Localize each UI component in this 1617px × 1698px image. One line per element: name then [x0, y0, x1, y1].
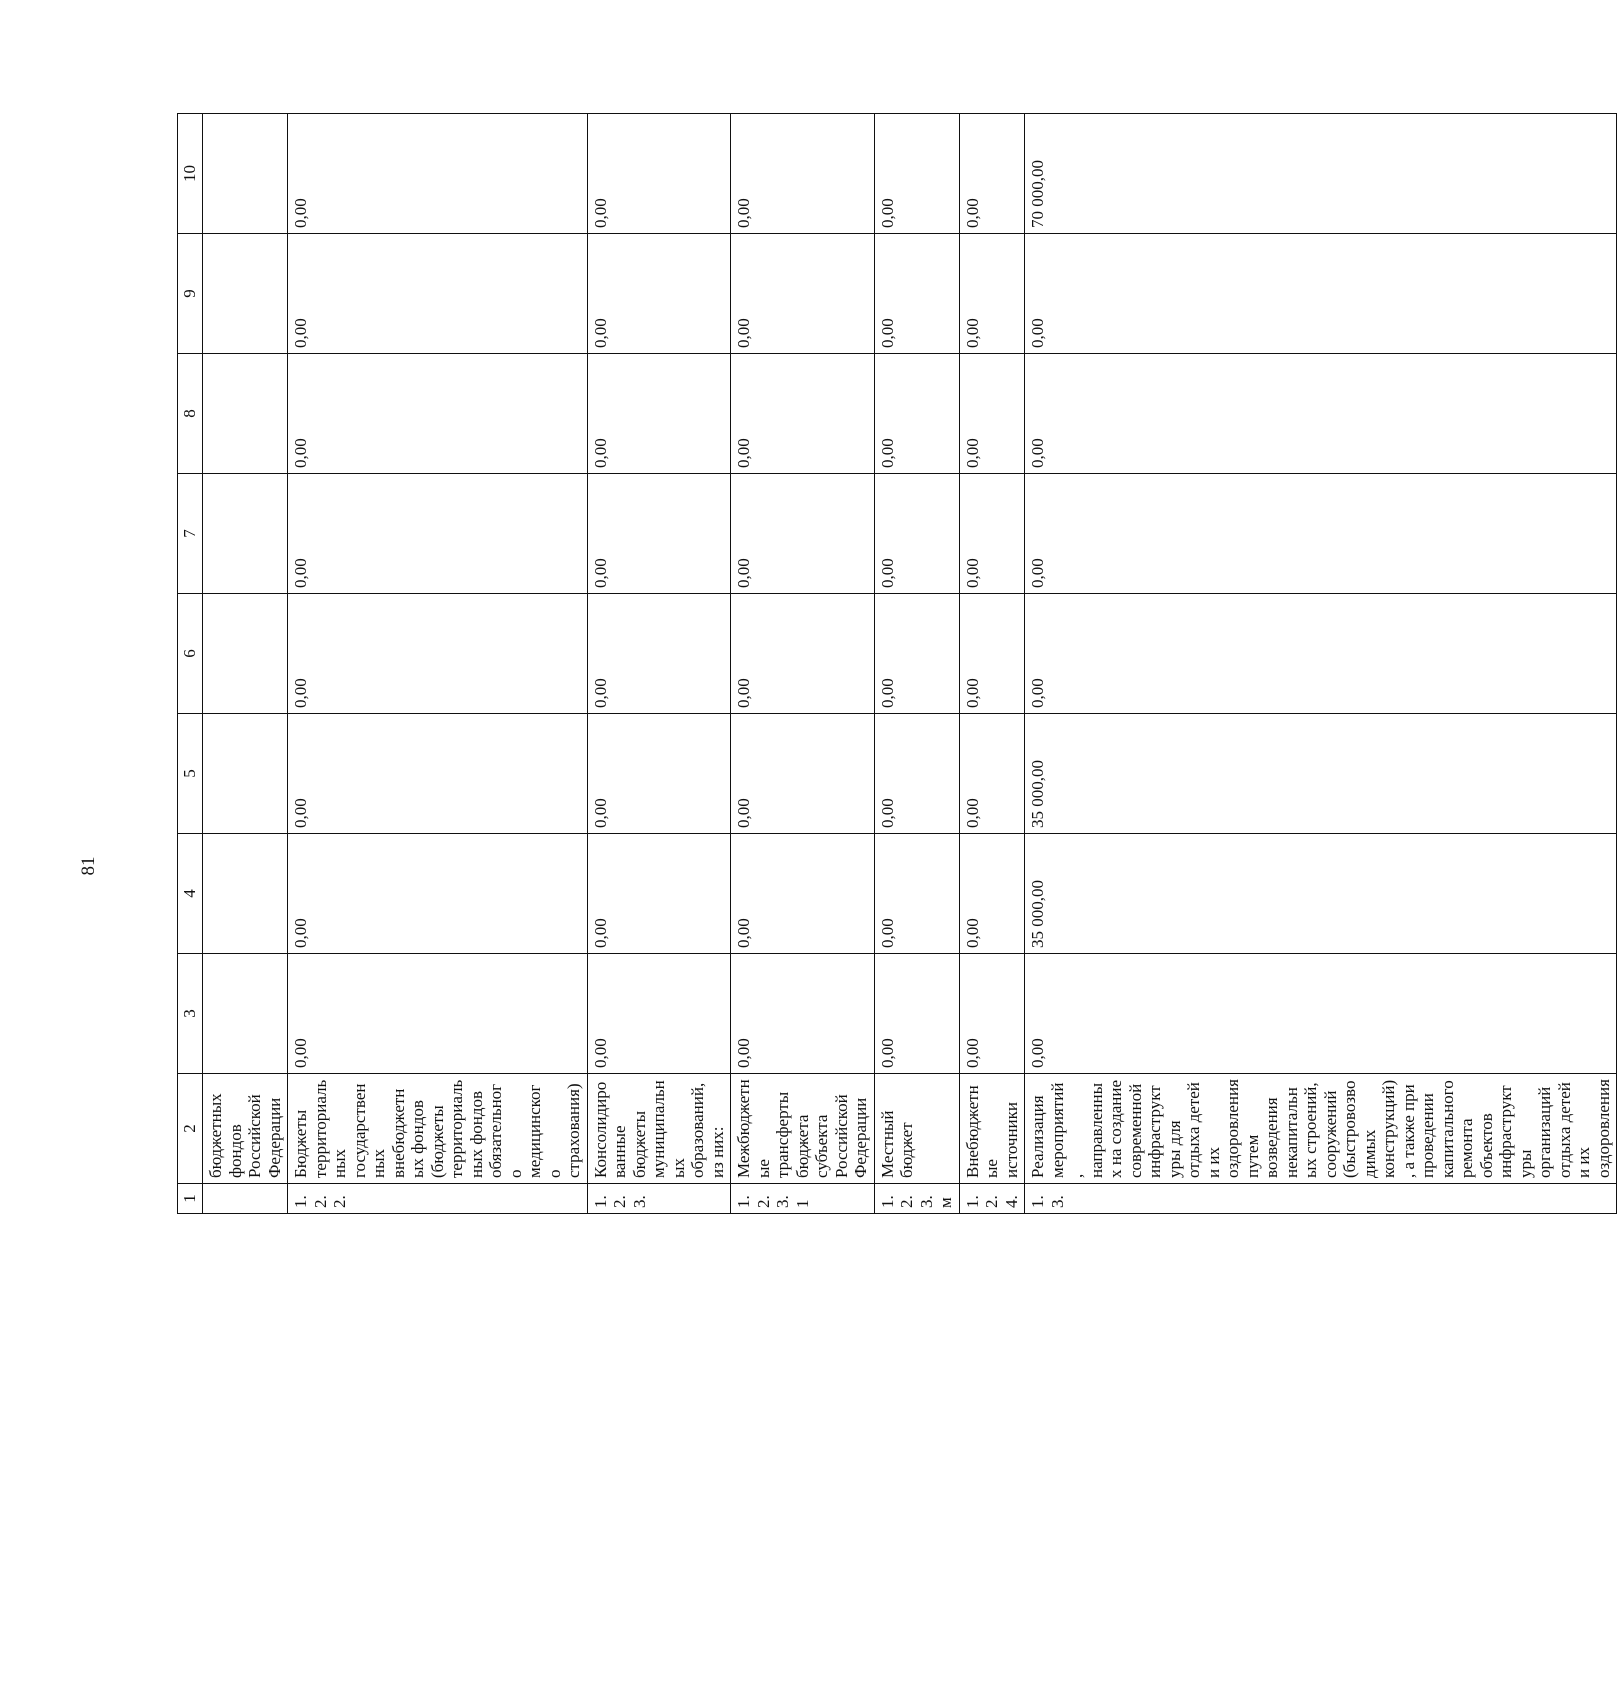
value-cell: 0,00: [874, 834, 959, 954]
header-cell: 2: [178, 1074, 203, 1184]
header-cell: 3: [178, 954, 203, 1074]
value-cell: 0,00: [1025, 954, 1617, 1074]
value-cell: 0,00: [959, 114, 1025, 234]
value-cell: 0,00: [587, 594, 731, 714]
row-number-cell: 1.3.: [1025, 1184, 1617, 1214]
table-row: [1025, 114, 1617, 1214]
value-cell: 0,00: [874, 954, 959, 1074]
value-cell: 0,00: [731, 354, 875, 474]
value-cell: 0,00: [587, 354, 731, 474]
table-row: [731, 114, 875, 1214]
value-cell: [203, 714, 288, 834]
row-label-cell: Местный бюджет: [874, 1074, 959, 1184]
value-cell: 0,00: [731, 594, 875, 714]
header-cell: 10: [178, 114, 203, 234]
value-cell: 0,00: [288, 714, 588, 834]
header-cell: 9: [178, 234, 203, 354]
value-cell: 0,00: [731, 114, 875, 234]
table-row: [203, 114, 288, 1214]
value-cell: 0,00: [731, 714, 875, 834]
value-cell: 0,00: [731, 834, 875, 954]
header-cell: 8: [178, 354, 203, 474]
value-cell: 0,00: [587, 954, 731, 1074]
header-cell: 7: [178, 474, 203, 594]
value-cell: 0,00: [587, 474, 731, 594]
value-cell: [203, 474, 288, 594]
table-row: [874, 114, 959, 1214]
row-label-cell: Реализация мероприятий, направленных на создание современной инфраструктуры для отдыха детей и их оздоровления путем возведения некапитальных строений, сооружений (быстровозводимых конструкций), а также при проведении капитального ремонта объектов инфраструктуры организаций отдыха детей и их оздоровления: [1025, 1074, 1617, 1184]
table-row: [959, 114, 1025, 1214]
value-cell: 0,00: [1025, 234, 1617, 354]
table-body: [203, 114, 1617, 1214]
value-cell: 0,00: [587, 714, 731, 834]
value-cell: 0,00: [959, 354, 1025, 474]
value-cell: 0,00: [587, 114, 731, 234]
value-cell: 0,00: [288, 234, 588, 354]
value-cell: 0,00: [288, 834, 588, 954]
row-number-cell: 1.2.3.м: [874, 1184, 959, 1214]
header-cell: 5: [178, 714, 203, 834]
value-cell: [203, 234, 288, 354]
value-cell: 0,00: [1025, 354, 1617, 474]
value-cell: 0,00: [874, 594, 959, 714]
page-number: 81: [78, 856, 99, 876]
value-cell: 0,00: [587, 834, 731, 954]
value-cell: 0,00: [874, 114, 959, 234]
header-row: [178, 114, 203, 1214]
value-cell: 0,00: [1025, 474, 1617, 594]
value-cell: 0,00: [731, 234, 875, 354]
value-cell: 0,00: [874, 714, 959, 834]
budget-table: [177, 113, 1617, 1214]
row-number-cell: 1.2.4.: [959, 1184, 1025, 1214]
value-cell: 0,00: [1025, 594, 1617, 714]
value-cell: 0,00: [959, 474, 1025, 594]
value-cell: 0,00: [959, 834, 1025, 954]
value-cell: 0,00: [731, 474, 875, 594]
value-cell: 0,00: [874, 474, 959, 594]
value-cell: [203, 834, 288, 954]
value-cell: 0,00: [731, 954, 875, 1074]
row-number-cell: 1.2.2.: [288, 1184, 588, 1214]
table-row: [288, 114, 588, 1214]
value-cell: [203, 954, 288, 1074]
value-cell: 0,00: [874, 234, 959, 354]
row-label-cell: Межбюджетные трансферты бюджета субъекта Российской Федерации: [731, 1074, 875, 1184]
header-cell: 4: [178, 834, 203, 954]
value-cell: 0,00: [959, 234, 1025, 354]
value-cell: 0,00: [587, 234, 731, 354]
header-cell: 6: [178, 594, 203, 714]
value-cell: 0,00: [288, 954, 588, 1074]
value-cell: 0,00: [959, 954, 1025, 1074]
row-number-cell: 1.2.3.1: [731, 1184, 875, 1214]
row-label-cell: Бюджеты территориальных государственных внебюджетных фондов (бюджеты территориальных фондов обязательного медицинского страхования): [288, 1074, 588, 1184]
value-cell: [203, 594, 288, 714]
value-cell: 0,00: [959, 594, 1025, 714]
value-cell: 0,00: [874, 354, 959, 474]
table-row: [587, 114, 731, 1214]
row-label-cell: Консолидированные бюджеты муниципальных образований, из них:: [587, 1074, 731, 1184]
value-cell: 0,00: [288, 594, 588, 714]
row-label-cell: Внебюджетные источники: [959, 1074, 1025, 1184]
value-cell: 35 000,00: [1025, 714, 1617, 834]
value-cell: 35 000,00: [1025, 834, 1617, 954]
row-number-cell: 1.2.3.: [587, 1184, 731, 1214]
row-number-cell: [203, 1184, 288, 1214]
row-label-cell: бюджетных фондов Российской Федерации: [203, 1074, 288, 1184]
value-cell: 70 000,00: [1025, 114, 1617, 234]
header-cell: 1: [178, 1184, 203, 1214]
value-cell: 0,00: [959, 714, 1025, 834]
value-cell: 0,00: [288, 114, 588, 234]
value-cell: 0,00: [288, 474, 588, 594]
rotated-table-container: [177, 114, 1613, 1214]
value-cell: [203, 354, 288, 474]
value-cell: [203, 114, 288, 234]
value-cell: 0,00: [288, 354, 588, 474]
